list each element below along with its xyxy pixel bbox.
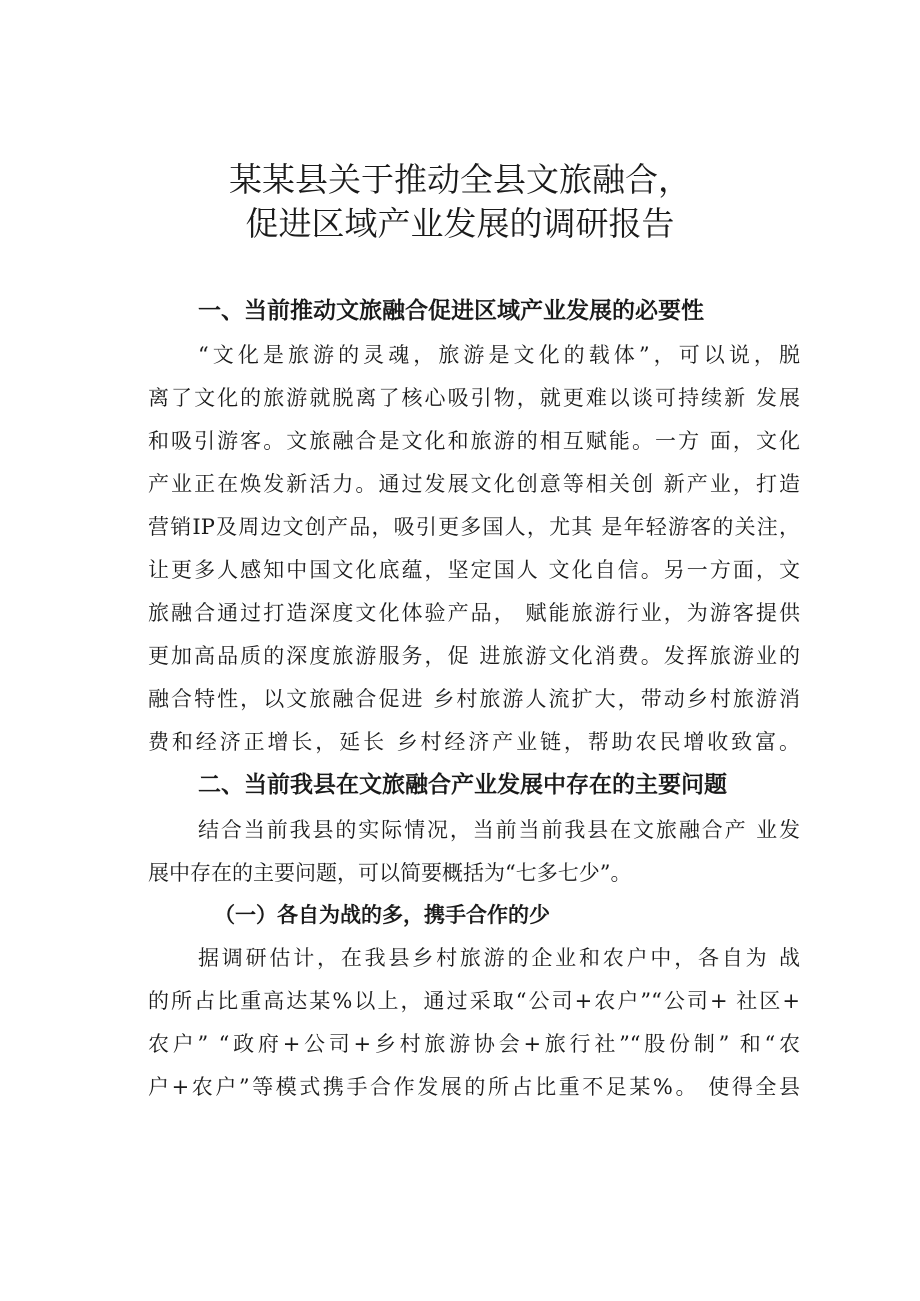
document-title-line-1: 某某县关于推动全县文旅融合， <box>229 160 691 199</box>
section-2-line-1: 结合当前我县的实际情况，当前当前我县在文旅融合产 业发 <box>198 818 800 842</box>
section-1-heading: 一、当前推动文旅融合促进区域产业发展的必要性 <box>198 298 704 324</box>
section-1-line-7: 旅融合通过打造深度文化体验产品， 赋能旅游行业，为游客提供 <box>148 601 800 625</box>
section-2-line-2: 展中存在的主要问题，可以简要概括为“七多七少”。 <box>148 861 632 885</box>
subsection-1-line-3: 农户” “政府+公司+乡村旅游协会+旅行社”“股份制” 和“农 <box>148 1032 800 1056</box>
section-1-line-8: 更加高品质的深度旅游服务，促 进旅游文化消费。发挥旅游业的 <box>148 644 800 668</box>
section-1-line-4: 产业正在焕发新活力。通过发展文化创意等相关创 新产业，打造 <box>148 472 800 496</box>
section-1-line-3: 和吸引游客。文旅融合是文化和旅游的相互赋能。一方 面，文化 <box>148 429 800 453</box>
section-1-line-5: 营销IP及周边文创产品，吸引更多国人，尤其 是年轻游客的关注， <box>148 515 800 539</box>
section-1-line-1: “文化是旅游的灵魂，旅游是文化的载体”，可以说，脱 <box>198 343 800 367</box>
section-1-line-9: 融合特性，以文旅融合促进 乡村旅游人流扩大，带动乡村旅游消 <box>148 687 800 711</box>
section-1-line-6: 让更多人感知中国文化底蕴，坚定国人 文化自信。另一方面，文 <box>148 558 800 582</box>
subsection-1-line-4: 户+农户”等模式携手合作发展的所占比重不足某%。 使得全县 <box>148 1075 800 1099</box>
subsection-1-heading: （一）各自为战的多，携手合作的少 <box>214 903 550 927</box>
document-title-line-2: 促进区域产业发展的调研报告 <box>245 204 675 243</box>
subsection-1-line-2: 的所占比重高达某%以上，通过采取“公司+农户”“公司+ 社区+ <box>148 989 800 1013</box>
section-1-line-2: 离了文化的旅游就脱离了核心吸引物，就更难以谈可持续新 发展 <box>148 386 800 410</box>
section-2-heading: 二、当前我县在文旅融合产业发展中存在的主要问题 <box>198 772 727 798</box>
subsection-1-line-1: 据调研估计，在我县乡村旅游的企业和农户中，各自为 战 <box>198 946 800 970</box>
section-1-line-10: 费和经济正增长，延长 乡村经济产业链，帮助农民增收致富。 <box>148 730 800 754</box>
